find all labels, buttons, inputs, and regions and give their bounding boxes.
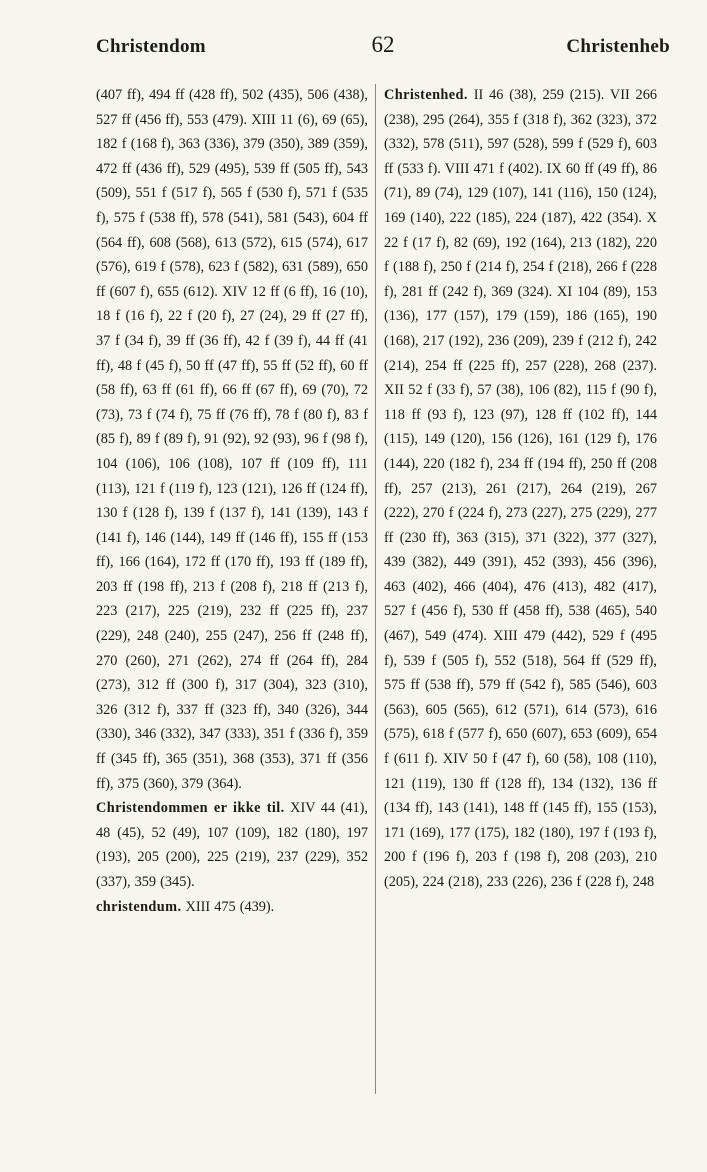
entry-references: (407 ff), 494 ff (428 ff), 502 (435), 506 (438), 527 ff (456 ff), 553 (479). XIII 11 (6), 69 (65), 182 f (168 f), 363 (336), 379 (350), 389 (359), 472 ff (436 ff), 529 (495), 539 ff (505 ff), 543 (509), 551 f (517 f), 565 f (530 f), 571 f (535 f), 575 f (538 ff), 578 (541), 581 (543), 604 ff (564 ff), 608 (568), 613 (572), 615 (574), 617 (576), 619 f (578), 623 f (582), 631 (589), 650 ff (607 f), 655 (612). XIV 12 ff (6 ff), 16 (10), 18 f (16 f), 22 f (20 f), 27 (24), 29 ff (27 ff), 37 f (34 f), 39 ff (36 ff), 42 f (39 f), 44 ff (41 ff), 48 f (45 f), 50 ff (47 ff), 55 ff (52 ff), 60 ff (58 ff), 63 ff (61 ff), 66 ff (67 ff), 69 (70), 72 (73), 73 f (74 f), 75 ff (76 ff), 78 f (80 f), 83 f (85 f), 89 f (89 f), 91 (92), 92 (93), 96 f (98 f), 104 (106), 106 (108), 107 ff (109 ff), 111 (113), 121 f (119 f), 123 (121), 126 ff (124 ff), 130 f (128 f), 139 f (137 f), 141 (139), 143 f (141 f), 146 (144), 149 ff (146 ff), 155 ff (153 ff), 166 (164), 172 ff (170 ff), 193 ff (189 ff), 203 ff (198 ff), 213 f (208 f), 218 ff (213 f), 223 (217), 225 (219), 232 ff (225 ff), 237 (229), 248 (240), 255 (247), 256 ff (248 ff), 270 (260), 271 (262), 274 ff (264 ff), 284 (273), 312 ff (300 f), 317 (304), 323 (310), 326 (312 f), 337 ff (323 ff), 340 (326), 344 (330), 346 (332), 347 (333), 351 f (336 f), 359 ff (345 ff), 365 (351), 368 (353), 371 ff (356 ff), 375 (360), 379 (364). bbox=[96, 87, 368, 792]
entry-headword: christendum. bbox=[96, 898, 182, 915]
header-left-keyword: Christendom bbox=[96, 36, 206, 57]
running-header bbox=[96, 32, 670, 62]
entry-references: XIV 44 (41), 48 (45), 52 (49), 107 (109), 182 (180), 197 (193), 205 (200), 225 (219), 237 (229), 352 (337), 359 (345). bbox=[96, 800, 368, 890]
entry-headword: Christenhed. bbox=[384, 87, 468, 103]
index-entry bbox=[96, 895, 368, 920]
column-divider bbox=[375, 84, 376, 1094]
page-number: 62 bbox=[371, 32, 395, 57]
header-right-keyword: Christenheb bbox=[566, 36, 670, 57]
right-column bbox=[384, 83, 657, 895]
index-entry-continuation bbox=[96, 83, 368, 796]
index-entry bbox=[384, 83, 657, 895]
entry-references: XIII 475 (439). bbox=[185, 898, 275, 915]
entry-references: II 46 (38), 259 (215). VII 266 (238), 295 (264), 355 f (318 f), 362 (323), 372 (332), 578 (511), 597 (528), 599 f (529 f), 603 ff (533 f). VIII 471 f (402). IX 60 ff (49 ff), 86 (71), 89 (74), 129 (107), 141 (116), 150 (124), 169 (140), 222 (185), 224 (187), 422 (354). X 22 f (17 f), 82 (69), 192 (164), 213 (182), 220 f (188 f), 250 f (214 f), 254 f (218), 266 f (228 f), 281 ff (242 f), 369 (324). XI 104 (89), 153 (136), 177 (157), 179 (159), 186 (165), 190 (168), 217 (192), 236 (209), 239 f (212 f), 242 (214), 254 ff (225 ff), 257 (228), 268 (237). XII 52 f (33 f), 57 (38), 106 (82), 115 f (90 f), 118 ff (93 f), 123 (97), 128 ff (102 ff), 144 (115), 149 (120), 156 (126), 161 (129 f), 176 (144), 220 (182 f), 234 ff (194 ff), 250 ff (208 ff), 257 (213), 261 (217), 264 (219), 267 (222), 270 f (224 f), 273 (227), 275 (229), 277 ff (230 ff), 363 (315), 371 (322), 377 (327), 439 (382), 449 (391), 452 (393), 456 (396), 463 (402), 466 (404), 476 (413), 482 (417), 527 f (456 f), 530 ff (458 ff), 538 (465), 540 (467), 549 (474). XIII 479 (442), 529 f (495 f), 539 f (505 f), 552 (518), 564 ff (529 ff), 575 ff (538 ff), 579 ff (542 f), 585 (546), 603 (563), 605 (565), 612 (571), 614 (573), 616 (575), 618 f (577 f), 650 (607), 653 (609), 654 f (611 f). XIV 50 f (47 f), 60 (58), 108 (110), 121 (119), 130 ff (128 ff), 134 (132), 136 ff (134 ff), 143 (141), 148 ff (145 ff), 155 (153), 171 (169), 177 (175), 182 (180), 197 f (193 f), 200 f (196 f), 203 f (198 f), 208 (203), 210 (205), 224 (218), 233 (226), 236 f (228 f), 248 bbox=[384, 87, 658, 890]
index-entry bbox=[96, 796, 368, 894]
left-column bbox=[96, 83, 368, 919]
entry-headword: Christendommen er ikke til. bbox=[96, 800, 285, 817]
